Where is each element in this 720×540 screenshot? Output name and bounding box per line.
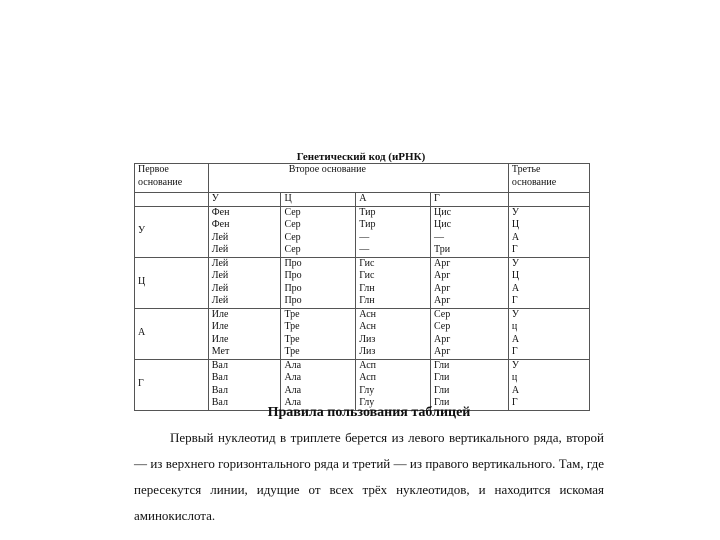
third-base: А [511,333,520,345]
codon-column [281,257,356,308]
codon-column [431,206,509,257]
amino-acid: Глу [359,397,375,408]
header-second-base: Второе основание [208,164,508,193]
amino-acid: Сер [284,244,301,255]
codon-column [208,308,281,359]
third-base-column [508,308,589,359]
third-base: Г [511,346,518,357]
amino-acid: — [359,231,370,243]
header-third-base: Третье основание [508,164,589,193]
amino-acid: Вал [211,372,228,383]
codon-column [431,257,509,308]
first-base-cell: А [135,308,209,359]
amino-acid: Тре [284,321,300,332]
genetic-code-table [134,163,590,411]
third-base: Ц [511,270,520,281]
amino-acid: Сер [284,219,301,230]
amino-acid: Гли [434,384,450,396]
amino-acid: Арг [434,282,451,294]
amino-acid: Ала [284,372,302,383]
codon-column [208,206,281,257]
third-base: У [511,359,520,371]
amino-acid: Асп [359,372,376,383]
codon-column [281,359,356,410]
codon-column [281,308,356,359]
codon-column [208,359,281,410]
third-base: Г [511,295,518,306]
amino-acid: Ала [284,397,302,408]
amino-acid: Гли [434,372,450,383]
amino-acid: Цис [434,219,452,230]
amino-acid: Иле [211,321,229,332]
codon-column [208,257,281,308]
amino-acid: Иле [211,333,229,345]
amino-acid: Арг [434,333,451,345]
amino-acid: Гис [359,257,375,269]
table-header-row [135,164,590,193]
amino-acid: Лей [211,282,229,294]
amino-acid: Про [284,282,302,294]
first-base-cell: У [135,206,209,257]
amino-acid: Тир [359,219,376,230]
third-base: Ц [511,219,520,230]
table-title: Генетический код (иРНК) [296,151,426,163]
codon-column [356,308,431,359]
third-base: А [511,282,520,294]
amino-acid: Фен [211,219,230,230]
first-base-cell: Ц [135,257,209,308]
second-base-g: Г [431,193,509,207]
amino-acid: Тре [284,346,300,357]
third-base-column [508,257,589,308]
amino-acid: Асн [359,321,376,332]
amino-acid: Лей [211,270,229,281]
third-base: Г [511,397,518,408]
amino-acid: Фен [211,206,230,218]
amino-acid: Тир [359,206,376,218]
amino-acid: Лей [211,257,229,269]
table-row [135,257,590,308]
amino-acid: Глу [359,384,375,396]
amino-acid: Про [284,295,302,306]
rules-heading: Правила пользования таблицей [267,405,471,420]
amino-acid: Гли [434,397,450,408]
amino-acid: Арг [434,295,451,306]
amino-acid: Сер [434,308,451,320]
third-base: ц [511,321,518,332]
amino-acid: Глн [359,295,375,306]
header-first-base: Первое основание [135,164,209,193]
amino-acid: — [359,244,370,255]
codon-column [356,257,431,308]
codon-column [356,359,431,410]
codon-column [356,206,431,257]
second-base-a: А [356,193,431,207]
amino-acid: Вал [211,397,228,408]
amino-acid: Асп [359,359,376,371]
amino-acid: Ала [284,359,302,371]
amino-acid: Про [284,257,302,269]
amino-acid: — [434,231,445,243]
amino-acid: Арг [434,270,451,281]
codon-column [431,308,509,359]
third-base: А [511,231,520,243]
third-base: ц [511,372,518,383]
amino-acid: Сер [434,321,451,332]
amino-acid: Про [284,270,302,281]
third-base: Г [511,244,518,255]
amino-acid: Три [434,244,451,255]
table-row [135,206,590,257]
rules-paragraph: Первый нуклеотид в триплете берется из левого вертикального ряда, второй — из верхнего горизонтального ряда и третий — из правого вертикального. Там, где пересекутся линии, идущие от всех трёх нуклеотидов, и находится искомая аминокислота. [134,430,604,523]
third-base: У [511,308,520,320]
table-row [135,308,590,359]
first-base-cell: Г [135,359,209,410]
amino-acid: Лей [211,231,229,243]
amino-acid: Ала [284,384,302,396]
third-base: А [511,384,520,396]
empty-cell [508,193,589,207]
amino-acid: Гли [434,359,450,371]
amino-acid: Арг [434,257,451,269]
amino-acid: Сер [284,231,301,243]
amino-acid: Асн [359,308,376,320]
amino-acid: Цис [434,206,452,218]
second-base-u: У [208,193,281,207]
codon-column [431,359,509,410]
codon-column [281,206,356,257]
third-base: У [511,206,520,218]
amino-acid: Лей [211,295,229,306]
second-base-row [135,193,590,207]
amino-acid: Тре [284,308,300,320]
amino-acid: Тре [284,333,300,345]
third-base: У [511,257,520,269]
amino-acid: Иле [211,308,229,320]
amino-acid: Гис [359,270,375,281]
amino-acid: Лиз [359,333,376,345]
amino-acid: Вал [211,359,228,371]
amino-acid: Лиз [359,346,376,357]
third-base-column [508,359,589,410]
second-base-c: Ц [281,193,356,207]
empty-cell [135,193,209,207]
third-base-column [508,206,589,257]
amino-acid: Мет [211,346,230,357]
amino-acid: Вал [211,384,228,396]
amino-acid: Сер [284,206,301,218]
amino-acid: Глн [359,282,375,294]
amino-acid: Лей [211,244,229,255]
amino-acid: Арг [434,346,451,357]
table-row [135,359,590,410]
